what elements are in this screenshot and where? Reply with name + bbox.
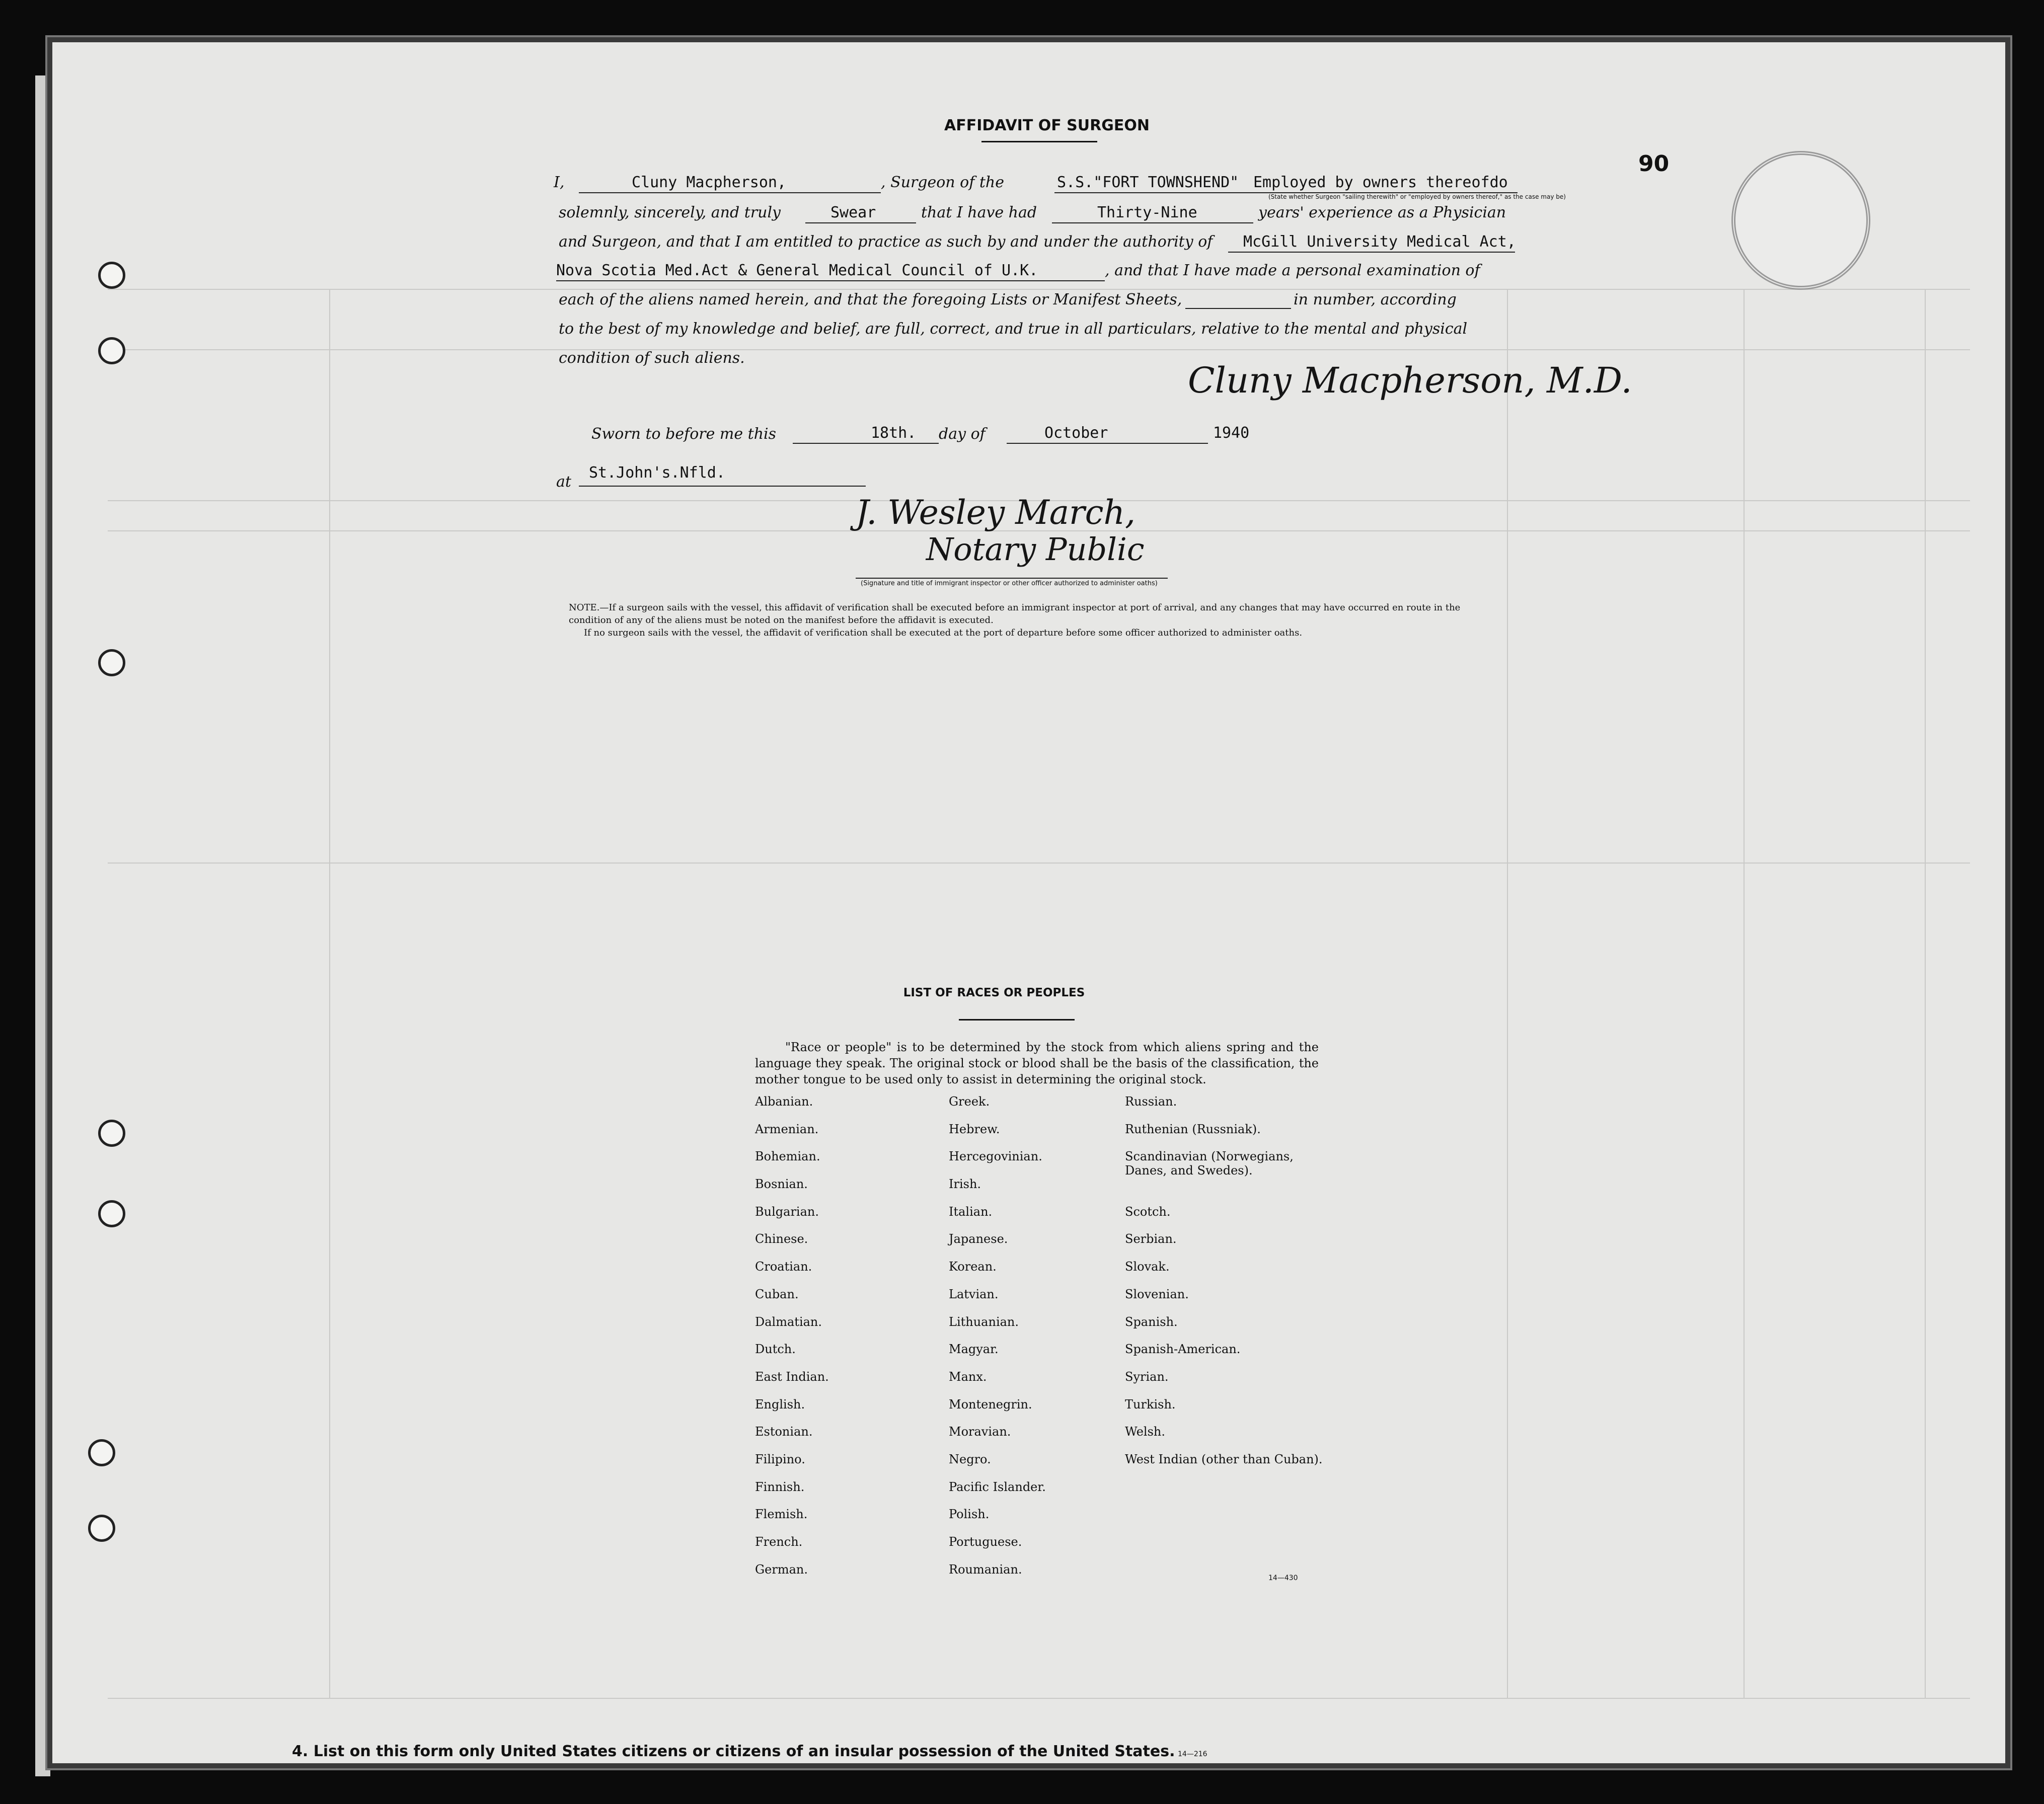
ghost-rule xyxy=(108,1698,1970,1699)
races-column-2 xyxy=(949,1094,1046,1590)
race-item: Spanish-American. xyxy=(1125,1342,1241,1357)
punch-hole xyxy=(98,1200,125,1227)
race-item: Manx. xyxy=(949,1369,987,1384)
line5-a: each of the aliens named herein, and that the foregoing Lists or Manifest Sheets, xyxy=(559,291,1182,308)
ghost-rule xyxy=(329,289,330,1698)
ship-name: S.S."FORT TOWNSHEND" xyxy=(1057,174,1239,191)
authority-1: McGill University Medical Act, xyxy=(1243,233,1516,251)
race-item: German. xyxy=(755,1562,808,1577)
race-item: Finnish. xyxy=(755,1479,805,1494)
race-item: Hebrew. xyxy=(949,1122,1000,1136)
ghost-rule xyxy=(1744,289,1745,1698)
line2-b: that I have had xyxy=(921,204,1037,221)
race-item: Russian. xyxy=(1125,1094,1177,1109)
affidavit-title: AFFIDAVIT OF SURGEON xyxy=(944,117,1150,134)
race-item: Dutch. xyxy=(755,1342,796,1357)
sworn-year: 1940 xyxy=(1213,424,1250,442)
title-underline xyxy=(981,141,1097,142)
races-intro: "Race or people" is to be determined by the stock from which aliens spring and the language they speak. The original stock or blood shall be the basis of the classification, the mother tongue to be used only to assist in determining the original stock. xyxy=(755,1040,1319,1086)
race-item: Latvian. xyxy=(949,1287,999,1301)
ghost-rule xyxy=(1925,289,1926,1698)
ghost-rule xyxy=(108,862,1970,864)
signature-underline xyxy=(856,578,1168,579)
race-item-scandinavian: Scandinavian (Norwegians, Danes, and Swedes). xyxy=(1125,1149,1294,1178)
race-item: East Indian. xyxy=(755,1369,829,1384)
races-title-underline xyxy=(959,1019,1075,1021)
race-item: Cuban. xyxy=(755,1287,799,1301)
field-underline xyxy=(579,486,866,487)
field-underline xyxy=(793,443,939,444)
employment-status: Employed by owners thereofdo xyxy=(1253,174,1508,191)
race-item: Chinese. xyxy=(755,1232,808,1246)
note-1: NOTE.—If a surgeon sails with the vessel, this affidavit of verification shall be executed before an immigrant inspector at port of arrival, and any changes that may have occurred en route in the condition of any of the aliens must be noted on the manifest before the affidavit is executed. xyxy=(569,602,1461,625)
field-underline xyxy=(805,222,916,223)
race-item: Japanese. xyxy=(949,1232,1008,1246)
race-item: Bulgarian. xyxy=(755,1204,819,1219)
sworn-b: day of xyxy=(939,425,986,443)
races-column-1 xyxy=(755,1094,829,1590)
sworn-place: St.John's.Nfld. xyxy=(589,464,725,482)
sheet-number: 90 xyxy=(1638,151,1670,177)
race-item: Croatian. xyxy=(755,1260,812,1274)
race-item: Armenian. xyxy=(755,1122,819,1136)
field-underline xyxy=(1052,222,1253,223)
ghost-rule xyxy=(108,289,1970,290)
race-item: Syrian. xyxy=(1125,1369,1169,1384)
race-item: Albanian. xyxy=(755,1094,813,1109)
race-item: Italian. xyxy=(949,1204,993,1219)
race-item: Montenegrin. xyxy=(949,1397,1032,1411)
field-underline xyxy=(1228,252,1515,253)
race-item: Moravian. xyxy=(949,1425,1011,1439)
race-item: Portuguese. xyxy=(949,1535,1022,1549)
race-item: Bosnian. xyxy=(755,1177,808,1192)
race-item: Lithuanian. xyxy=(949,1314,1019,1329)
race-item: Slovak. xyxy=(1125,1260,1170,1274)
race-item: Spanish. xyxy=(1125,1314,1178,1329)
surgeon-name: Cluny Macpherson, xyxy=(632,174,787,191)
bottom-form-number: 14—216 xyxy=(1178,1750,1207,1758)
race-item: Slovenian. xyxy=(1125,1287,1189,1301)
race-item: Ruthenian (Russniak). xyxy=(1125,1122,1261,1136)
race-item: Irish. xyxy=(949,1177,981,1192)
field-underline xyxy=(1185,308,1291,309)
surgeon-signature: Cluny Macpherson, M.D. xyxy=(1188,360,1632,401)
sworn-month: October xyxy=(1044,424,1108,442)
race-item: Scotch. xyxy=(1125,1204,1171,1219)
field-underline xyxy=(556,280,1105,281)
oath-type: Swear xyxy=(830,204,876,221)
line3-a: and Surgeon, and that I am entitled to practice as such by and under the authority of xyxy=(559,233,1213,251)
punch-hole xyxy=(98,262,125,289)
race-item-west-indian: West Indian (other than Cuban). xyxy=(1125,1452,1323,1466)
race-item: Roumanian. xyxy=(949,1562,1022,1577)
at-label: at xyxy=(556,473,571,491)
race-item: Negro. xyxy=(949,1452,991,1466)
sworn-day: 18th. xyxy=(871,424,917,442)
punch-hole xyxy=(98,1120,125,1147)
race-item: Hercegovinian. xyxy=(949,1149,1042,1164)
employment-note: (State whether Surgeon "sailing therewith" or "employed by owners thereof," as the case may be) xyxy=(1268,193,1566,200)
ghost-rule xyxy=(1507,289,1508,1698)
note-2: If no surgeon sails with the vessel, the affidavit of verification shall be executed at the port of departure before some officer authorized to administer oaths. xyxy=(584,628,1303,638)
embossed-seal xyxy=(1731,151,1870,290)
race-item: Flemish. xyxy=(755,1507,808,1522)
races-form-number: 14—430 xyxy=(1268,1574,1298,1582)
line7: condition of such aliens. xyxy=(559,349,745,367)
line6: to the best of my knowledge and belief, are full, correct, and true in all particulars, relative to the mental and physical xyxy=(559,320,1468,338)
line1-i: I, xyxy=(554,174,565,191)
race-item: Serbian. xyxy=(1125,1232,1177,1246)
line1-surgeon-of: , Surgeon of the xyxy=(881,174,1004,191)
field-underline xyxy=(1007,443,1208,444)
field-underline xyxy=(579,192,881,193)
race-item: Pacific Islander. xyxy=(949,1479,1046,1494)
line2-a: solemnly, sincerely, and truly xyxy=(559,204,781,221)
line5-b: in number, according xyxy=(1294,291,1457,308)
race-item: Filipino. xyxy=(755,1452,805,1466)
years-experience: Thirty-Nine xyxy=(1097,204,1197,221)
punch-hole xyxy=(88,1515,115,1542)
line2-c: years' experience as a Physician xyxy=(1258,204,1506,221)
race-item: French. xyxy=(755,1535,803,1549)
punch-hole xyxy=(98,649,125,676)
races-column-3 xyxy=(1125,1094,1326,1507)
signature-caption: (Signature and title of immigrant inspector or other officer authorized to administer oaths) xyxy=(861,580,1158,587)
notary-signature: J. Wesley March, xyxy=(856,493,1136,532)
bottom-instruction: 4. List on this form only United States citizens or citizens of an insular possession of the United States. xyxy=(292,1743,1175,1760)
race-item: Korean. xyxy=(949,1260,997,1274)
line4-b: , and that I have made a personal examination of xyxy=(1105,262,1480,279)
race-item: English. xyxy=(755,1397,805,1411)
races-title: LIST OF RACES OR PEOPLES xyxy=(903,986,1085,999)
race-item: Dalmatian. xyxy=(755,1314,822,1329)
ghost-rule xyxy=(108,349,1970,350)
punch-hole xyxy=(88,1439,115,1466)
race-item: Welsh. xyxy=(1125,1425,1165,1439)
race-item: Polish. xyxy=(949,1507,990,1522)
race-item: Turkish. xyxy=(1125,1397,1176,1411)
race-item: Estonian. xyxy=(755,1425,813,1439)
notary-title: Notary Public xyxy=(926,531,1145,568)
race-item: Bohemian. xyxy=(755,1149,820,1164)
punch-hole xyxy=(98,337,125,364)
affidavit-note xyxy=(569,601,1475,639)
sworn-a: Sworn to before me this xyxy=(591,425,777,443)
race-item: Greek. xyxy=(949,1094,990,1109)
race-item: Magyar. xyxy=(949,1342,999,1357)
authority-2: Nova Scotia Med.Act & General Medical Council of U.K. xyxy=(556,262,1038,279)
